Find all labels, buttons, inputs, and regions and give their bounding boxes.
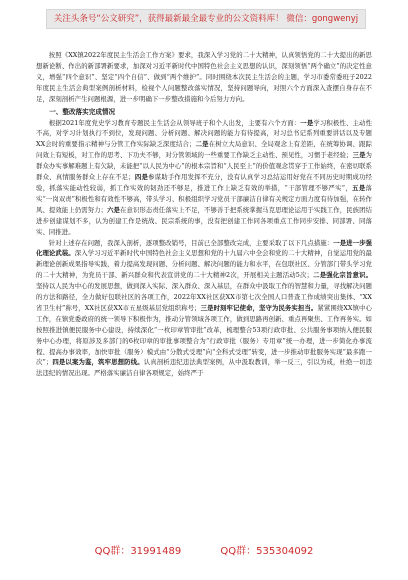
paragraph-text: 针对上述存在问题，我深入剖析，逐项整改销号，目前已全部整改完成，主要采取了以下几点措施： — [48, 238, 334, 247]
footer — [0, 542, 408, 558]
emphasis-text: 四是以案为鉴，筑牢思想防线。 — [52, 358, 144, 367]
emphasis-text: 三是时刻牢记使命，坚守为民务实担当。 — [200, 303, 318, 312]
emphasis-text: 六是 — [107, 205, 121, 214]
paragraph-text: 坚持以人民为中心的发展思想，做到深入实际、深入群众、深入基层，在群众中汲取工作的智慧和力量，寻找解决问题的方法和路径，全力做好包联社区的各项工作，2022年XX社区获XX市第七次全国人口普查工作成绩突出集体、“XX省卫生村”称号，XX社区获XX市五星级基层党组织称号； — [36, 282, 372, 312]
emphasis-text: 一、整改落实完成情况 — [49, 107, 116, 116]
emphasis-text: 一是 — [300, 118, 314, 127]
paragraph-text: 落实“一岗双责”积极性和有效性不够高，带头学习、积极组织学习党员干部廉洁自律有关规定方面力度有待加强，在转作风、提效能上仍需努力； — [36, 183, 372, 214]
paragraph-text: 按照《XX镇2022年度民主生活会工作方案》要求，我深入学习党的二十大精神，认真领悟党的二十大提出的新思想新论断、作出的新部署新要求，加深对习近平新时代中国特色社会主义思想的认识，深刻领悟“两个确立”的决定性意义，增强“四个意识”、坚定“四个自信”、做到“两个维护”。同时围绕本次民主生活会的主题，学习市委常委班子2022年度民主生活会典型案例剖析材料，检视个人问题整改落实情况，坚持问题导向，对照六个方面深入查摆自身存在不足，深刻剖析产生问题根源，进一步明确下一步整改措施和今后努力方向。 — [36, 51, 372, 103]
body-paragraph — [36, 118, 372, 238]
paragraph-text: 认真剖析违纪违法典型案例，从中汲取教训，举一反三，引以为戒，杜绝一切违法违纪的情况出现。严格落实廉洁自律各项规定，始终严于 — [36, 358, 372, 378]
paragraph-text: 参谋助手作用发挥不充分，没有认真学习总结运用好党在不同历史时期成功经验，抓落实能动性较弱，抓工作实效的韧劲还不够足，推进工作上缺乏有效的举措，“干部管理不够严实”， — [36, 173, 372, 192]
paragraph-text: 学习积极性、主动性不高，对学习计划执行不到位，发现问题、分析问题、解决问题的能力有待提高，对习总书记系列重要讲话以及专题XX会时的重要指示精神与分管工作实际缺乏深度结合； — [36, 118, 372, 149]
body-paragraph — [36, 238, 372, 380]
emphasis-text: 三是 — [352, 151, 366, 160]
document-body — [36, 50, 372, 532]
paragraph-text: 根据2021年度党史学习教育专题民主生活会从领导班子和个人出发，主要有六个方面： — [48, 118, 301, 127]
emphasis-text: 一是进一步强化理论武装。 — [36, 238, 372, 258]
body-paragraph — [36, 50, 372, 105]
emphasis-text: 四是 — [134, 173, 149, 182]
paragraph-text: 为群众办实事解难题上有欠缺，未能把“以人民为中心”的根本宗旨和“人民至上”的价值观念贯穿于工作始终，在密切联系群众、真情服务群众上存在不足； — [36, 151, 372, 182]
paragraph-text: 在树立大局意识、全局观念上有差距，在统筹协调、跟踪问效上有短板，对工作的思考、下功夫不够，对分管领域的一些重要工作缺乏主动性、预见性，习惯于老经验； — [36, 140, 372, 160]
emphasis-text: 五是 — [352, 183, 366, 192]
paragraph-text: 深入学习习近平新时代中国特色社会主义思想和党的十九届六中全会和党的二十大精神，自觉运用党的最新理论创新成果指导实践，着力提高发现问题、分析问题、解决问题的能力和水平，在包联社区、分管部门带头学习党的二十大精神，为党员干部、新兴群众和代表宣讲党的二十大精神2次，开展相关主题活动5次； — [36, 249, 372, 280]
emphasis-text: 二是强化宗旨意识。 — [313, 271, 372, 280]
section-heading — [36, 107, 372, 118]
emphasis-text: 二是 — [195, 140, 209, 149]
paragraph-text: 在意识形态责任落实上不足，不够善于把系统掌握马克思理论运用于实践工作，民族团结进步创建谋划不多，认为创建工作是统战、民宗系统的事，没有把创建工作同各项重点工作同步安排、同部署、同落实、同推进。 — [36, 205, 372, 236]
footer-qq-group-2: QQ群：535304092 — [220, 546, 314, 557]
footer-qq-group-1: QQ群：31991489 — [94, 546, 182, 557]
header-banner: 关注头条号“公文研究”，获得最新最全最专业的公文资料库！ 微信：gongwenyj — [46, 9, 366, 29]
paragraph-text: 紧紧围绕XX镇中心工作，在镇党委政府的统一领导下积极作为，推动分管领域各项工作，做到思路再创新、重点再聚焦、工作再务实。如按照推进镇便民服务中心建设，持续深化“一枚印章管审批”改革，梳理整合53项行政审批、公共服务事项纳入便民服务中心办理，将原涉及多部门的6枚印章的审批事项整合为“行政审批（服务）专用章”统一办理，进一步简化办事流程、提高办事效率，加快审批（服务）模式由“分散式受理”向“全科式受理”转变，进一步推动审批服务实现“最多跑一次”； — [36, 303, 372, 367]
